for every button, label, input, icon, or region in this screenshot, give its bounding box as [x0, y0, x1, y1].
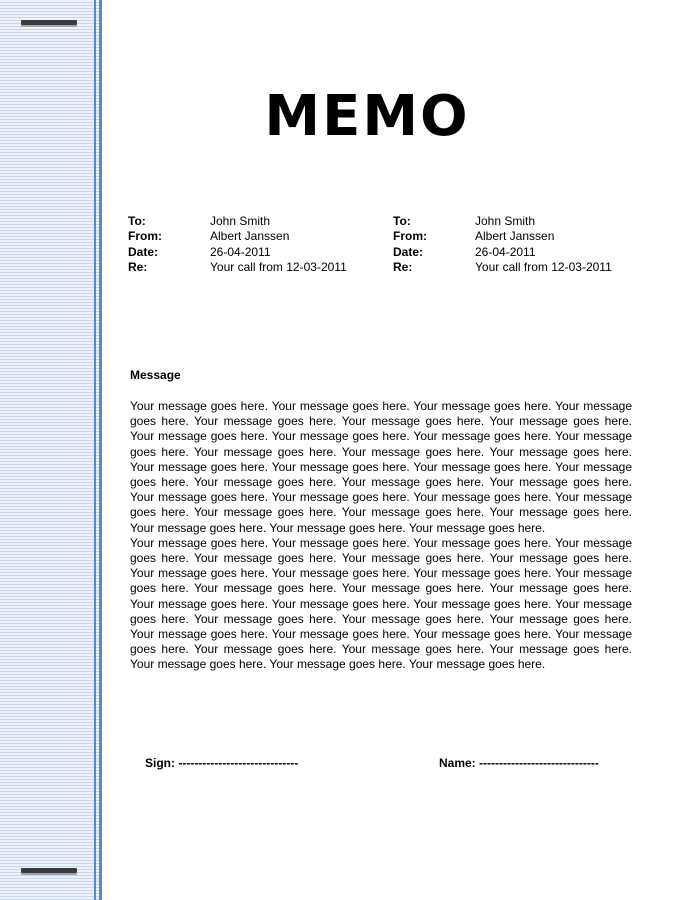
message-paragraph: Your message goes here. Your message goes here. Your message goes here. Your message goes here. Your message goes here. Your message goes here. Your message goes here. Your message goes here. Your message goes here. Your message goes here. Your message goes here. Your message goes here. Your message goes here. Your message goes here. Your message goes here. Your message goes here. Your message goes here. Your message goes here. Your message goes here. Your message goes here. Your message goes here. Your message goes here. Your message goes here. Your message goes here. Your message goes here. Your message goes here. Your message goes here. Your message goes here. Your message goes here. Your message goes here. Your message goes here. [130, 399, 632, 535]
header-value: 26-04-2011 [475, 244, 536, 259]
header-value: Albert Janssen [210, 229, 290, 244]
header-value: Your call from 12-03-2011 [475, 260, 612, 275]
header-label: Date: [128, 244, 159, 259]
header-row-from [128, 229, 347, 244]
header-label: To: [128, 214, 146, 228]
message-heading: Message [130, 368, 181, 382]
header-label: Re: [393, 260, 413, 275]
header-row-re [393, 260, 612, 275]
header-left [128, 214, 347, 276]
header-row-to [393, 214, 612, 229]
header-label: Re: [128, 260, 148, 275]
header-label: To: [393, 214, 411, 228]
header-value: John Smith [475, 214, 536, 228]
header-value: Your call from 12-03-2011 [210, 260, 347, 275]
header-value: Albert Janssen [475, 229, 555, 244]
sidebar-top-bar [21, 20, 77, 25]
message-paragraph: Your message goes here. Your message goes here. Your message goes here. Your message goes here. Your message goes here. Your message goes here. Your message goes here. Your message goes here. Your message goes here. Your message goes here. Your message goes here. Your message goes here. Your message goes here. Your message goes here. Your message goes here. Your message goes here. Your message goes here. Your message goes here. Your message goes here. Your message goes here. Your message goes here. Your message goes here. Your message goes here. Your message goes here. Your message goes here. Your message goes here. Your message goes here. Your message goes here. Your message goes here. Your message goes here. Your message goes here. [130, 535, 632, 672]
header-label: From: [128, 229, 162, 244]
header-value: 26-04-2011 [210, 244, 271, 259]
header-right [393, 214, 612, 276]
header-row-date [128, 245, 347, 260]
memo-title: MEMO [264, 84, 470, 149]
header-value: John Smith [210, 214, 271, 228]
sidebar-bottom-bar [21, 868, 77, 873]
name-line: Name: ------------------------------ [439, 756, 599, 770]
message-body [130, 399, 632, 673]
header-row-re [128, 260, 347, 275]
sign-line: Sign: ------------------------------ [145, 756, 299, 770]
header-row-from [393, 229, 612, 244]
header-label: From: [393, 229, 427, 244]
header-label: Date: [393, 244, 424, 259]
header-row-to [128, 214, 347, 229]
header-row-date [393, 245, 612, 260]
